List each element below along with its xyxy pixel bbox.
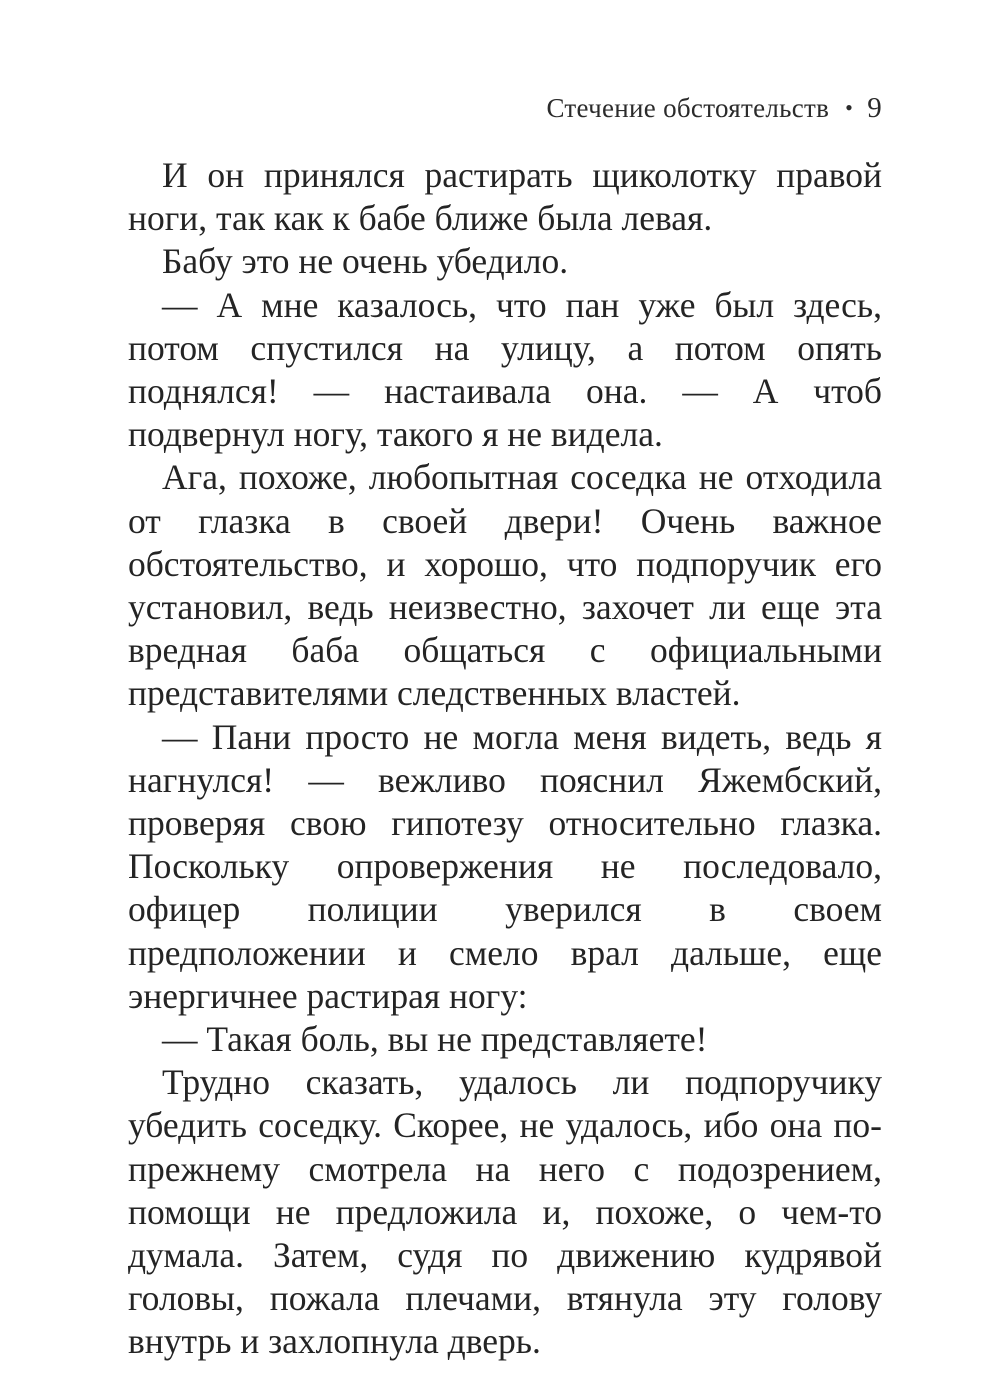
paragraph: И он принялся растирать щиколотку правой ноги, так как к бабе ближе была левая. [128, 155, 882, 239]
paragraph: — Такая боль, вы не представляете! [162, 1019, 708, 1060]
paragraph: — А мне казалось, что пан уже был здесь, потом спустился на улицу, а потом опять поднялся! — настаивала она. — А чтоб подвернул ногу, такого я не видела. [128, 284, 882, 455]
paragraph: Бабу это не очень убедило. [162, 241, 569, 282]
paragraph: Ага, похоже, любопытная соседка не отходила от глазка в своей двери! Очень важное обстоятельство, и хорошо, что подпоручик его установил, ведь неизвестно, захочет ли еще эта вредная баба общаться с официальными представителями следственных властей. [128, 457, 882, 714]
main-text [128, 154, 882, 1364]
running-header [546, 92, 882, 125]
page-number: 9 [867, 92, 882, 124]
running-title: Стечение обстоятельств [546, 93, 830, 123]
paragraph: Трудно сказать, удалось ли подпоручику убедить соседку. Скорее, не удалось, ибо она по-прежнему смотрела на него с подозрением, помощи не предложила и, похоже, о чем-то думала. Затем, судя по движению кудрявой головы, пожала плечами, втянула эту голову внутрь и захлопнула дверь. [128, 1062, 882, 1362]
header-separator: • [845, 95, 854, 120]
paragraph: — Пани просто не могла меня видеть, ведь я нагнулся! — вежливо пояснил Яжембский, проверяя свою гипотезу относительно глазка. Поскольку опровержения не последовало, офицер полиции уверился в своем предположении и смело врал дальше, еще энергичнее растирая ногу: [128, 716, 882, 1016]
